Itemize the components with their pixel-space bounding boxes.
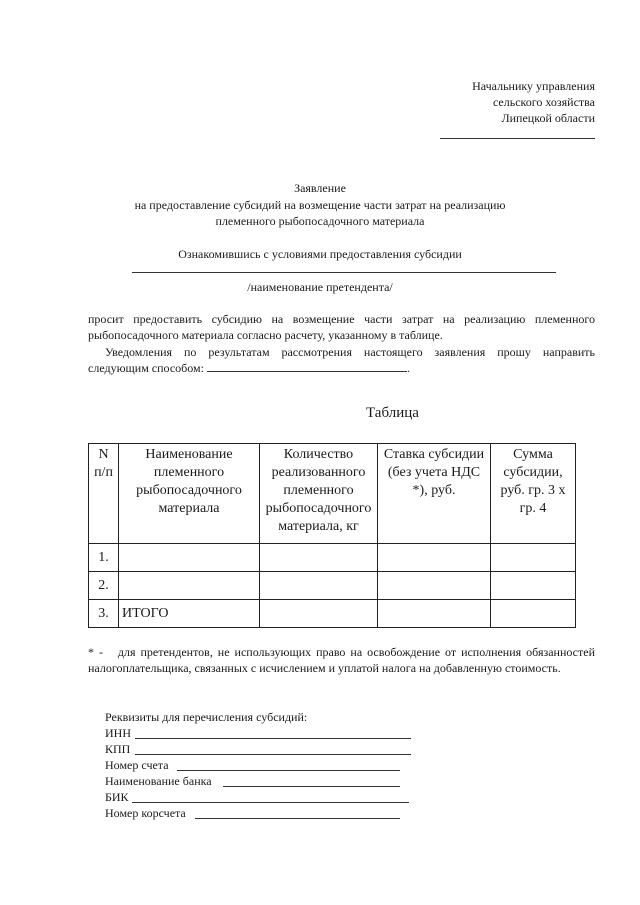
header-material-name: Наименование племенного рыбопосадочного материала [119, 444, 260, 544]
applicant-name-line [132, 272, 556, 273]
table-row [89, 572, 576, 600]
header-quantity: Количество реализованного племенного рыбопосадочного материала, кг [260, 444, 378, 544]
account-number-label: Номер счета [105, 758, 169, 772]
table-title: Таблица [366, 405, 419, 421]
addressee-line-3: Липецкой области [501, 111, 595, 125]
notification-end: . [407, 361, 410, 375]
table-header-row [89, 444, 576, 544]
cell-rate[interactable] [378, 544, 491, 572]
cell-quantity[interactable] [260, 572, 378, 600]
corr-account-label: Номер корсчета [105, 806, 186, 820]
addressee-signature-line [440, 138, 595, 139]
bik-field[interactable] [132, 802, 409, 803]
cell-rate[interactable] [378, 572, 491, 600]
kpp-field[interactable] [135, 754, 411, 755]
cell-total-label: ИТОГО [119, 600, 260, 628]
notification-method-field[interactable] [207, 361, 407, 372]
document-subtitle-1: на предоставление субсидий на возмещение части затрат на реализацию [134, 198, 506, 212]
intro-text: Ознакомившись с условиями предоставления субсидии [178, 247, 462, 261]
notification-paragraph [88, 344, 595, 376]
notification-text: Уведомления по результатам рассмотрения настоящего заявления прошу направить следующим способом: [88, 345, 595, 375]
footnote [88, 644, 595, 676]
cell-material-name[interactable] [119, 572, 260, 600]
account-number-field[interactable] [177, 770, 400, 771]
table-row [89, 544, 576, 572]
cell-quantity[interactable] [260, 544, 378, 572]
applicant-caption: /наименование претендента/ [247, 280, 393, 294]
subsidy-table [88, 443, 576, 628]
document-title: Заявление [294, 181, 346, 195]
table-row-total [89, 600, 576, 628]
addressee-line-2: сельского хозяйства [492, 95, 595, 109]
document-subtitle-2: племенного рыбопосадочного материала [215, 214, 425, 228]
bank-name-label: Наименование банка [105, 774, 212, 788]
addressee-line-1: Начальнику управления [472, 79, 595, 93]
request-paragraph: просит предоставить субсидию на возмещение части затрат на реализацию племенного рыбопосадочного материала согласно расчету, указанному в таблице. [88, 312, 595, 342]
cell-sum[interactable] [491, 544, 576, 572]
bik-label: БИК [105, 790, 129, 804]
cell-quantity[interactable] [260, 600, 378, 628]
corr-account-field[interactable] [195, 818, 400, 819]
row-number: 2. [89, 572, 119, 600]
kpp-label: КПП [105, 742, 131, 756]
inn-label: ИНН [105, 726, 131, 740]
header-sum: Сумма субсидии, руб. гр. 3 x гр. 4 [491, 444, 576, 544]
footnote-marker: * - [88, 645, 103, 659]
header-number: N п/п [89, 444, 119, 544]
inn-field[interactable] [135, 738, 411, 739]
row-number: 1. [89, 544, 119, 572]
cell-sum[interactable] [491, 600, 576, 628]
cell-rate[interactable] [378, 600, 491, 628]
footnote-text: для претендентов, не использующих право на освобождение от исполнения обязанностей налогоплательщика, связанных с исчислением и уплатой налога на добавленную стоимость. [88, 645, 596, 675]
cell-material-name[interactable] [119, 544, 260, 572]
cell-sum[interactable] [491, 572, 576, 600]
bank-name-field[interactable] [223, 786, 400, 787]
requisites-title: Реквизиты для перечисления субсидий: [105, 710, 308, 724]
row-number: 3. [89, 600, 119, 628]
header-rate: Ставка субсидии (без учета НДС *), руб. [378, 444, 491, 544]
